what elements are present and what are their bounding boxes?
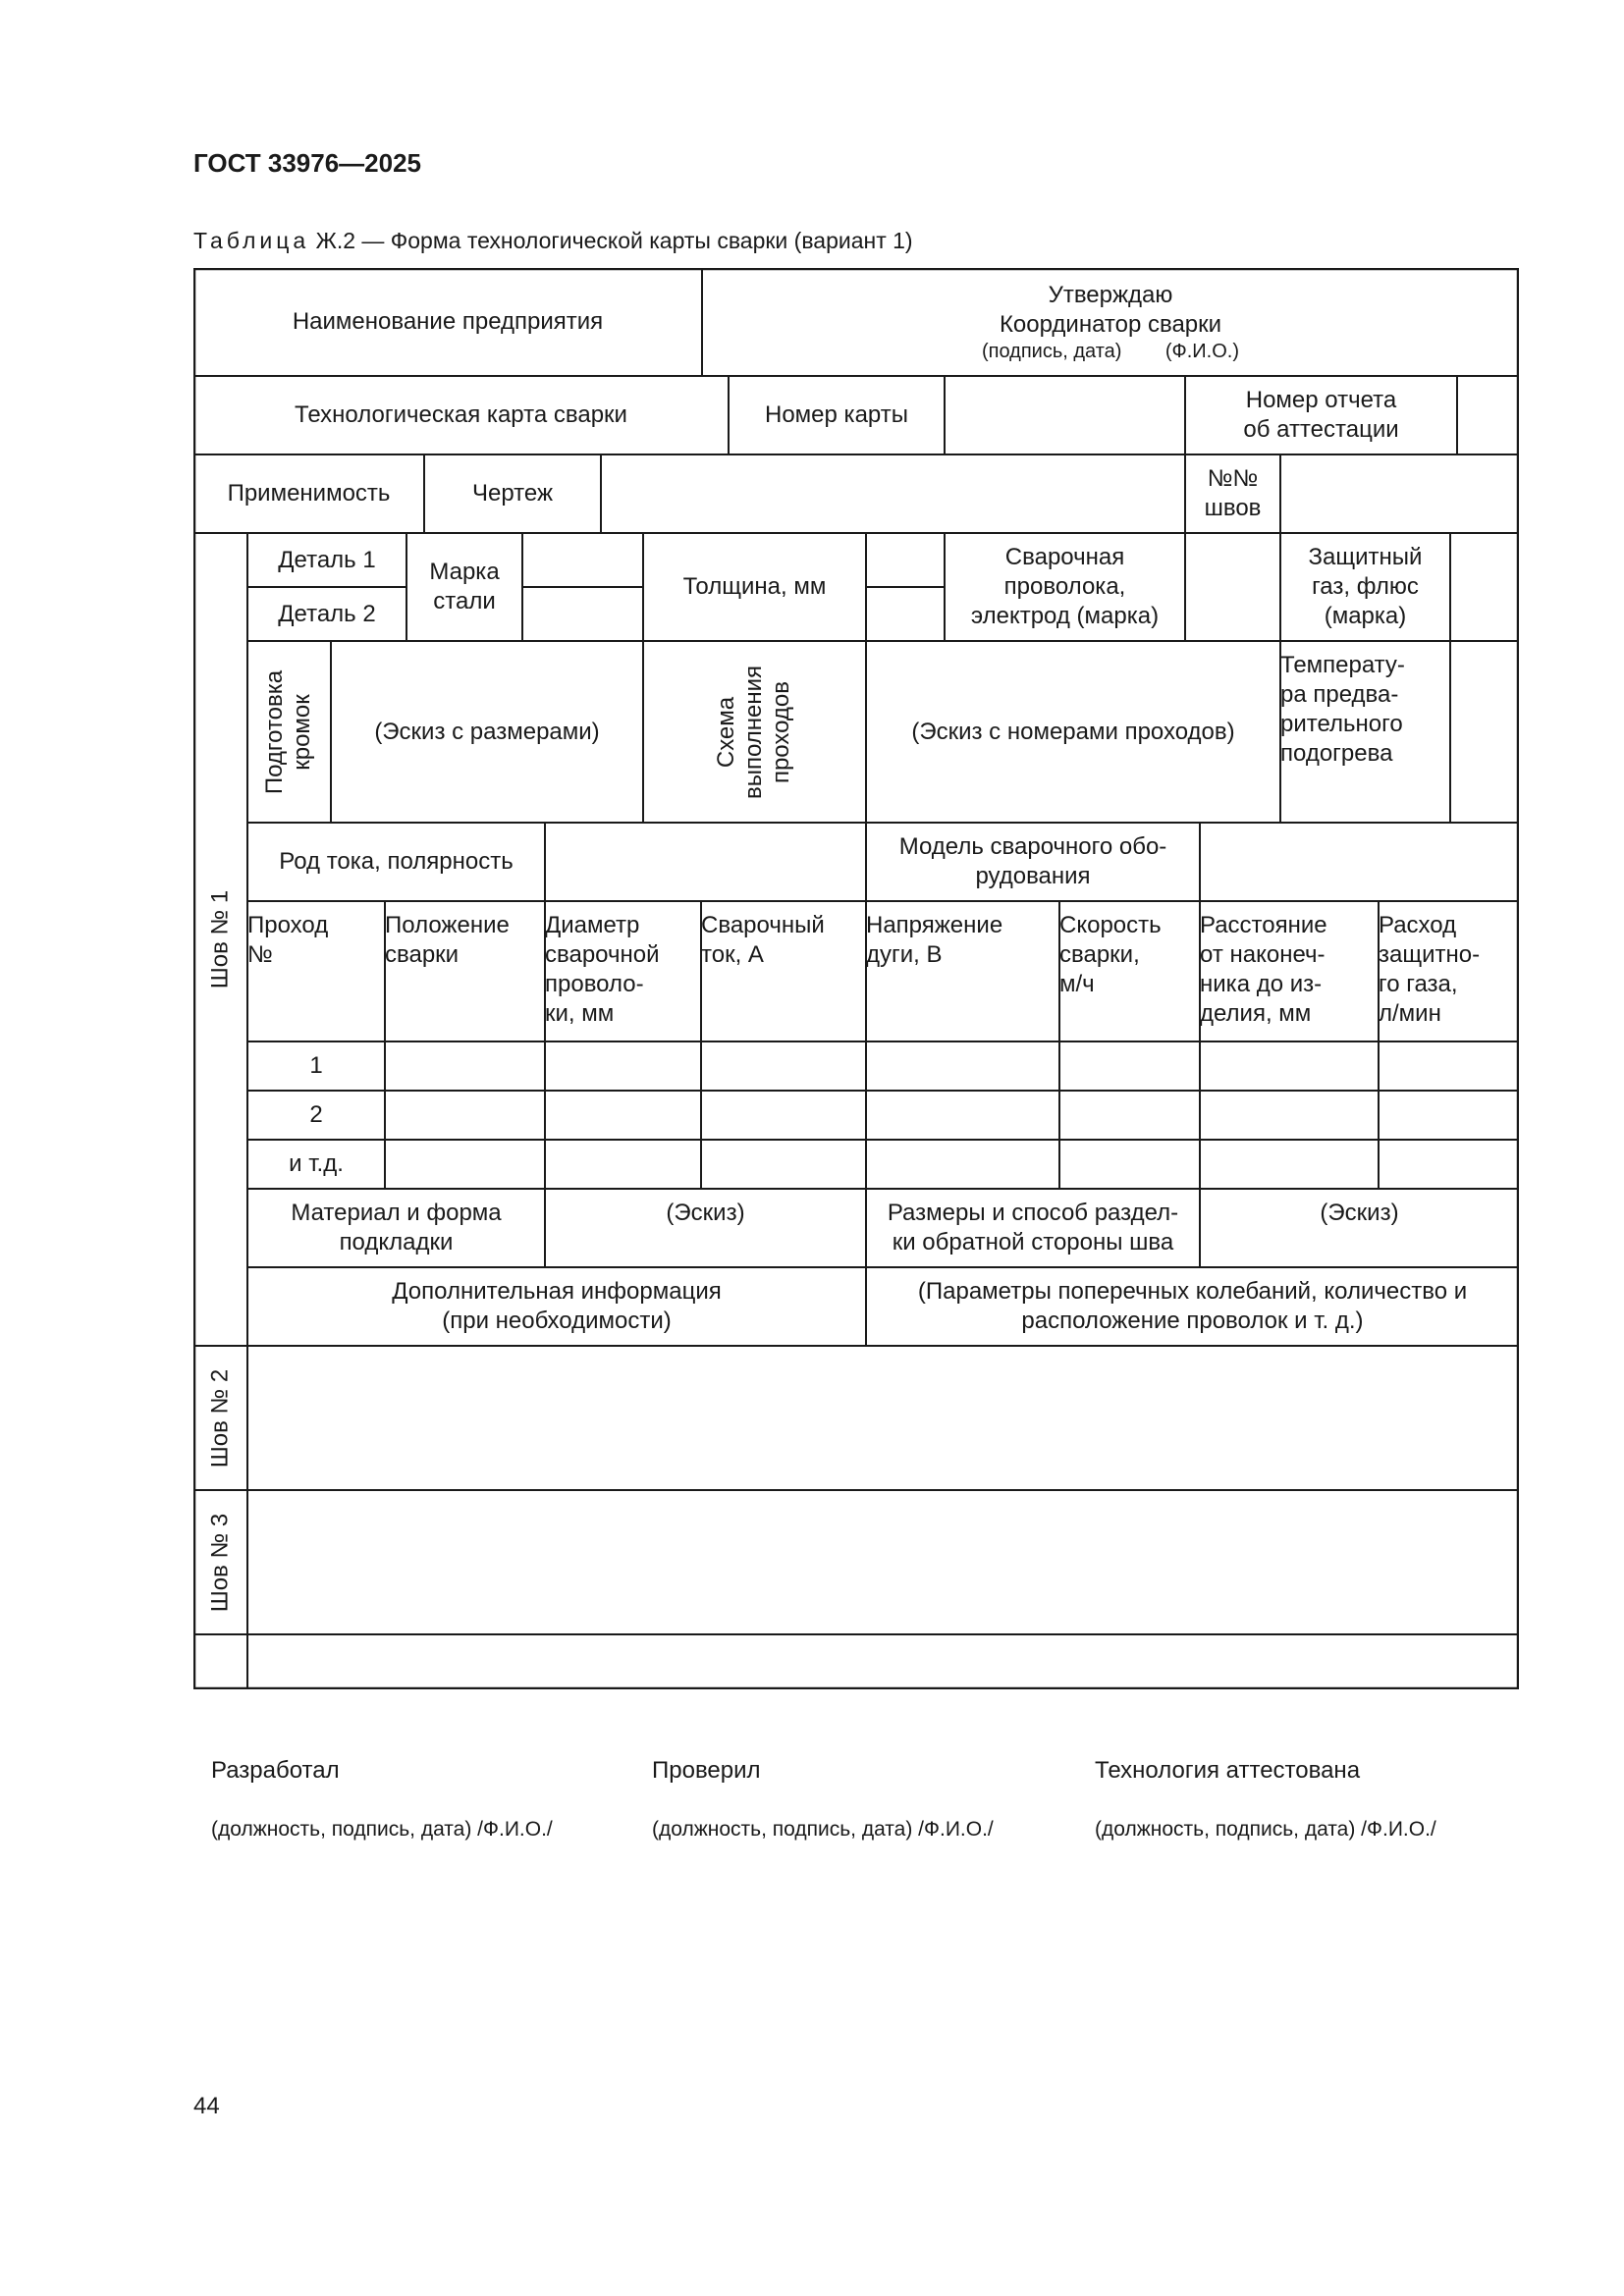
equipment-model-field[interactable] [1200, 823, 1519, 901]
current-polarity-label: Род тока, полярность [279, 848, 514, 875]
seam-3-label: Шов № 3 [206, 1513, 234, 1612]
tech-card-title: Технологическая карта сварки [295, 401, 627, 428]
table-row: 1 [309, 1052, 323, 1079]
caption-text: Ж.2 — Форма технологической карты сварки (вариант 1) [309, 228, 913, 253]
caption-label: Таблица [193, 228, 310, 253]
page-number: 44 [193, 2093, 220, 2119]
equipment-model-label: Модель сварочного обо- рудования [898, 833, 1167, 889]
report-number-field[interactable] [1457, 376, 1519, 454]
report-number-label: Номер отчета об аттестации [1243, 387, 1399, 443]
steel-grade-label: Марка стали [429, 559, 500, 614]
col-header-speed: Скорость сварки, м/ч [1059, 912, 1162, 997]
additional-info-label: Дополнительная информация (при необходимости) [392, 1278, 722, 1334]
col-header-pass: Проход № [247, 912, 329, 968]
col-header-current: Сварочный ток, А [701, 912, 825, 968]
drawing-label: Чертеж [471, 480, 554, 507]
back-gouging-label: Размеры и способ раздел- ки обратной стороны шва [887, 1200, 1179, 1255]
table-row: 2 [309, 1101, 323, 1128]
checked-by-sub: (должность, подпись, дата) /Ф.И.О./ [652, 1818, 994, 1841]
edge-preparation-label: Подготовка кромок [261, 669, 316, 794]
card-number-field[interactable] [945, 376, 1185, 454]
company-name-cell: Наименование предприятия [292, 308, 604, 335]
pass-scheme-label: Схема выполнения проходов [713, 665, 795, 799]
certified-by-sub: (должность, подпись, дата) /Ф.И.О./ [1095, 1818, 1436, 1841]
coordinator-sub: (подпись, дата) (Ф.И.О.) [981, 341, 1240, 362]
seams-number-field[interactable] [1280, 454, 1519, 533]
welding-card-table [193, 268, 1519, 1689]
col-header-voltage: Напряжение дуги, В [866, 912, 1003, 968]
developed-by-label: Разработал [211, 1757, 340, 1784]
standard-header: ГОСТ 33976—2025 [193, 148, 421, 178]
col-header-diameter: Диаметр сварочной проволо- ки, мм [545, 912, 660, 1027]
detail-2-label: Деталь 2 [278, 600, 376, 627]
seam-2-label: Шов № 2 [206, 1368, 234, 1468]
sketch-dimensions-cell: (Эскиз с размерами) [374, 718, 600, 745]
table-caption [193, 228, 913, 254]
preheat-temperature-label: Температу- ра предва- рительного подогрева [1280, 652, 1405, 767]
backing-sketch-cell: (Эскиз) [666, 1200, 745, 1226]
approval-cell [702, 268, 1519, 376]
approve-label: Утверждаю [1048, 282, 1173, 308]
shield-gas-label: Защитный газ, флюс (марка) [1308, 544, 1423, 629]
card-number-label: Номер карты [765, 401, 908, 428]
drawing-field[interactable] [601, 454, 1185, 533]
table-row: и т.д. [289, 1150, 344, 1177]
backing-material-label: Материал и форма подкладки [291, 1200, 502, 1255]
checked-by-label: Проверил [652, 1757, 761, 1784]
col-header-distance: Расстояние от наконеч- ника до из- делия, мм [1200, 912, 1327, 1027]
gouging-sketch-cell: (Эскиз) [1320, 1200, 1399, 1226]
detail-1-label: Деталь 1 [278, 546, 376, 573]
seam-1-label: Шов № 1 [206, 889, 234, 989]
applicability-label: Применимость [227, 480, 391, 507]
wire-electrode-label: Сварочная проволока, электрод (марка) [970, 544, 1160, 629]
thickness-label: Толщина, мм [682, 573, 827, 600]
coordinator-label: Координатор сварки [999, 311, 1222, 338]
sketch-passes-cell: (Эскиз с номерами проходов) [911, 718, 1235, 745]
developed-by-sub: (должность, подпись, дата) /Ф.И.О./ [211, 1818, 553, 1841]
col-header-gas-flow: Расход защитно- го газа, л/мин [1379, 912, 1481, 1027]
seams-number-label: №№ швов [1204, 465, 1262, 521]
certified-by-label: Технология аттестована [1095, 1757, 1361, 1784]
col-header-position: Положение сварки [385, 912, 510, 968]
current-polarity-field[interactable] [545, 823, 866, 901]
oscillation-params-cell: (Параметры поперечных колебаний, количество и расположение проволок и т. д.) [917, 1278, 1468, 1334]
